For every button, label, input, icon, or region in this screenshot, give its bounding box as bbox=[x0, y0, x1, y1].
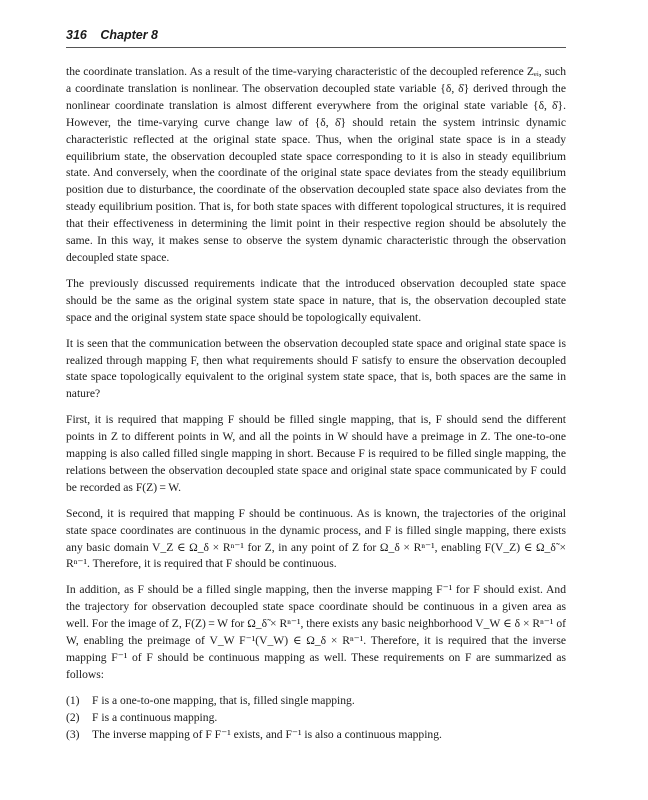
list-item-text: F is a one-to-one mapping, that is, filled single mapping. bbox=[92, 693, 355, 707]
chapter-title: Chapter 8 bbox=[100, 28, 158, 42]
list-item-text: The inverse mapping of F F⁻¹ exists, and F⁻¹ is also a continuous mapping. bbox=[92, 727, 442, 741]
paragraph: First, it is required that mapping F should be filled single mapping, that is, F should send the different points in Z to different points in W, and all the points in W should have a preimage in Z. The one-to-one mapping is also called filled single mapping in short. Because F is required to be filled single mapping, the relations between the observation decoupled state space and original state space communicated by F could be recorded as F(Z) = W. bbox=[66, 413, 566, 494]
list-item-number: (2) bbox=[66, 710, 80, 724]
list-item bbox=[66, 727, 566, 744]
paragraph: Second, it is required that mapping F should be continuous. As is known, the trajectories of the original state space coordinates are continuous in the dynamic process, and F is filled single mapping, there exists any basic domain V_Z ∈ Ω_δ × Rⁿ⁻¹ for Z, in any point of Z for Ω_δ × Rⁿ⁻¹, enabling F(V_Z) ∈ Ω_δ̃ × Rⁿ⁻¹. Therefore, it is required that F should be continuous. bbox=[66, 506, 566, 571]
list-item bbox=[66, 693, 566, 710]
list-item-number: (1) bbox=[66, 693, 80, 707]
list-item bbox=[66, 710, 566, 727]
paragraph: The previously discussed requirements indicate that the introduced observation decoupled state space should be the same as the original system state space in nature, that is, the observation decoupled state space and the original system state space should be topologically equivalent. bbox=[66, 276, 566, 324]
paragraph: the coordinate translation. As a result of the time-varying characteristic of the decoupled reference Zₑᵢ, such a coordinate translation is nonlinear. The observation decoupled state variable {δ, δ̇} derived through the nonlinear coordinate translation is almost different everywhere from the original state variable {δ, δ̇}. However, the time-varying curve change law of {δ, δ̇} should retain the system intrinsic dynamic characteristic reflected at the original state space. Thus, when the original state space is in a steady equilibrium state, the observation decoupled state space corresponding to it is also in steady equilibrium state. And conversely, when the coordinate of the original state space deviates from the steady equilibrium position due to disturbance, the coordinate of the observation decoupled state space also deviates from the steady equilibrium position. That is, for both state spaces with different topological structures, it is required that their effectiveness in determining the limit point in their respective region should be absolutely the same. In this way, it makes sense to observe the system dynamic characteristic through the observation decoupled state space. bbox=[66, 65, 566, 264]
page-number: 316 bbox=[66, 28, 87, 42]
requirements-list bbox=[66, 693, 566, 744]
header-rule bbox=[66, 47, 566, 48]
paragraph: In addition, as F should be a filled single mapping, then the inverse mapping F⁻¹ for F should exist. And the trajectory for observation decoupled state space coordinate should be continuous in a given area as well. For the image of Z, F(Z) = W for Ω_δ̃ × Rⁿ⁻¹, there exists any basic neighborhood V_W ∈ δ × Rⁿ⁻¹ of W, enabling the preimage of V_W F⁻¹(V_W) ∈ Ω_δ × Rⁿ⁻¹. Therefore, it is required that the inverse mapping F⁻¹ of F should be continuous mapping as well. These requirements on F are summarized as follows: bbox=[66, 583, 566, 681]
running-header bbox=[66, 28, 566, 48]
paragraph: It is seen that the communication between the observation decoupled state space and original state space is realized through mapping F, then what requirements should F satisfy to ensure the observation decoupled state space topologically equivalent to the original system state space, that is, both spaces are the same in nature? bbox=[66, 336, 566, 401]
page-body bbox=[66, 64, 566, 744]
list-item-number: (3) bbox=[66, 727, 80, 741]
book-page bbox=[66, 28, 566, 788]
list-item-text: F is a continuous mapping. bbox=[92, 710, 218, 724]
